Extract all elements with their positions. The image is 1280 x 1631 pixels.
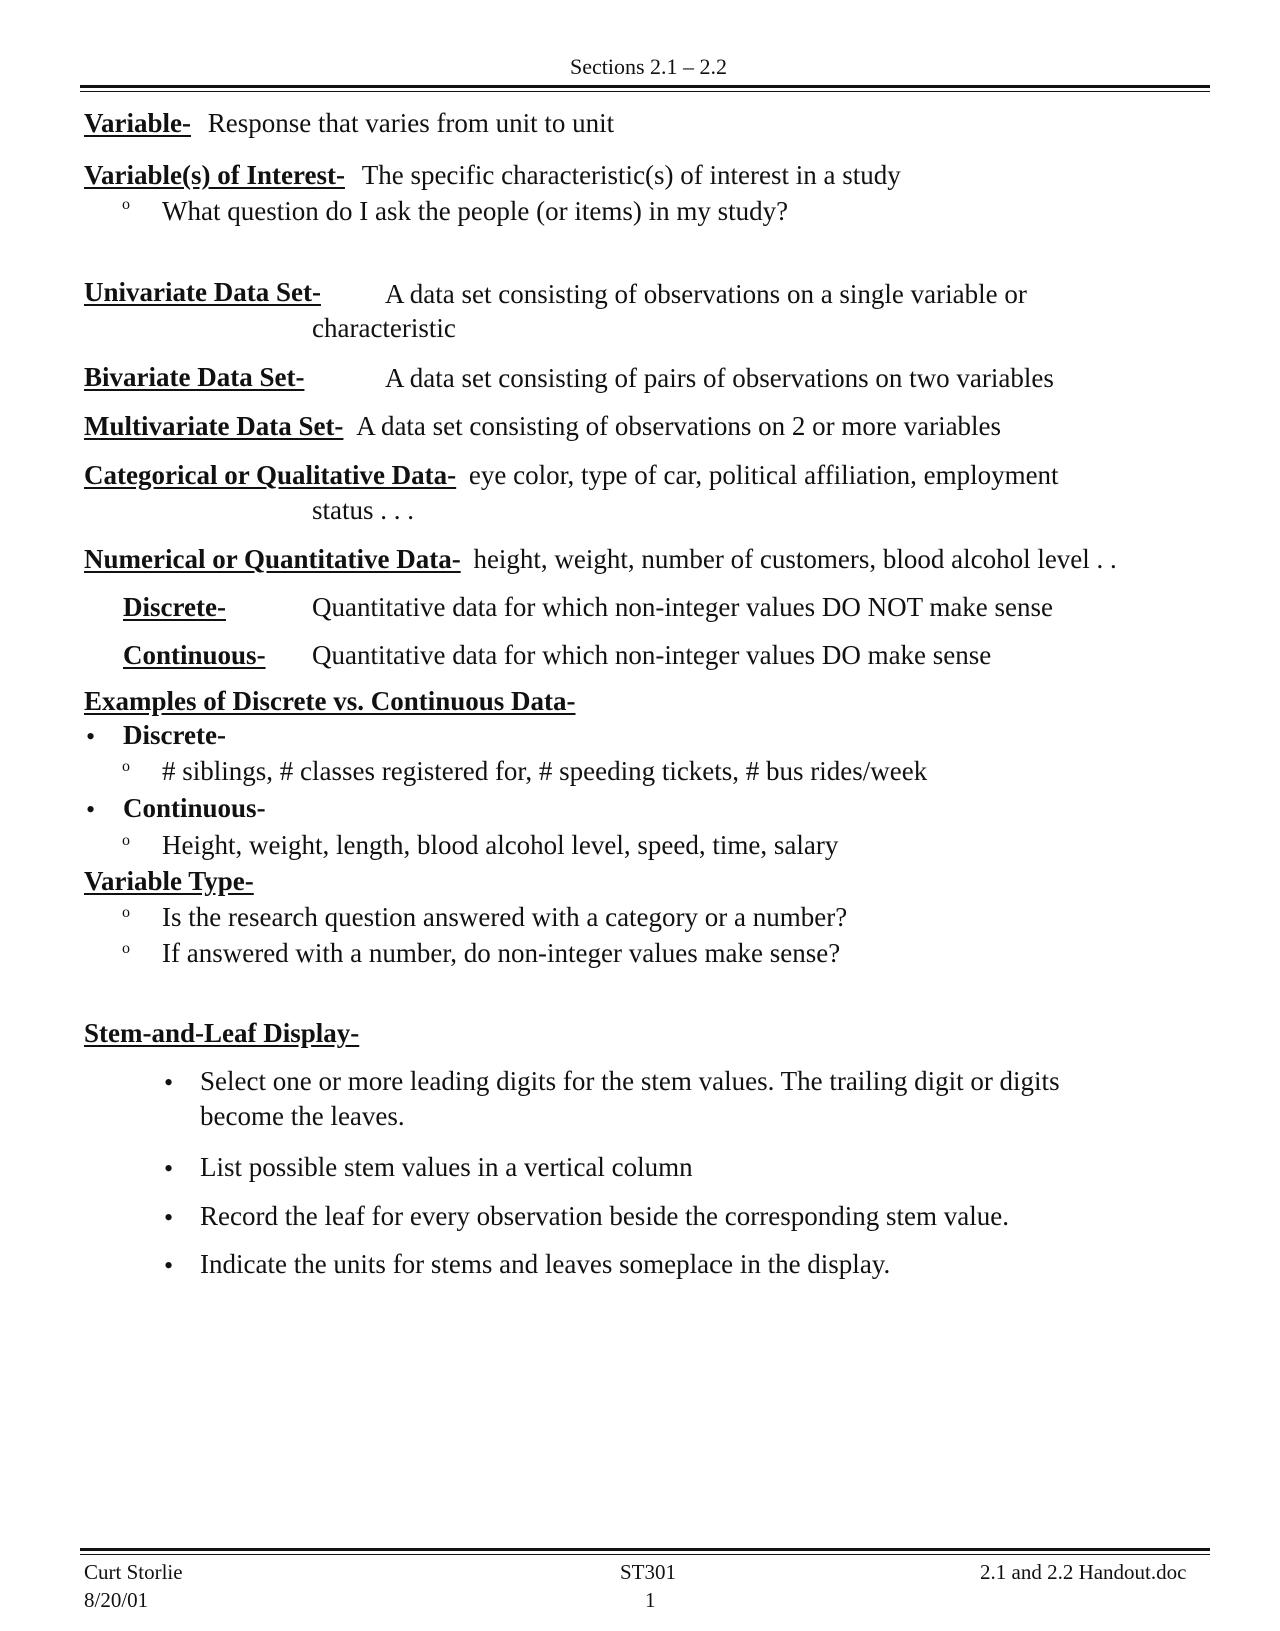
variable-type-point-2: If answered with a number, do non-integer values make sense? bbox=[162, 938, 841, 968]
interest-subpoint: What question do I ask the people (or items) in my study? bbox=[162, 196, 789, 226]
def-variables-of-interest bbox=[84, 160, 901, 191]
def-continuous-text: Quantitative data for which non-integer values DO make sense bbox=[312, 640, 992, 670]
circle-bullet-icon: o bbox=[122, 196, 130, 213]
term-univariate: Univariate Data Set- bbox=[84, 277, 321, 307]
bullet-icon: • bbox=[86, 722, 96, 751]
circle-bullet-icon: o bbox=[122, 940, 130, 957]
bullet-icon: • bbox=[86, 795, 96, 824]
stem-leaf-point-3: Record the leaf for every observation beside the corresponding stem value. bbox=[200, 1201, 1009, 1231]
def-univariate-text-cont: characteristic bbox=[312, 313, 456, 343]
stem-leaf-point-1-cont: become the leaves. bbox=[200, 1101, 405, 1131]
examples-heading: Examples of Discrete vs. Continuous Data- bbox=[84, 686, 576, 716]
term-bivariate: Bivariate Data Set- bbox=[84, 362, 305, 392]
stem-leaf-heading: Stem-and-Leaf Display- bbox=[84, 1018, 360, 1048]
def-univariate-text: A data set consisting of observations on a single variable or bbox=[385, 279, 1027, 309]
stem-leaf-point-4: Indicate the units for stems and leaves someplace in the display. bbox=[200, 1249, 891, 1279]
bullet-icon: • bbox=[164, 1068, 174, 1097]
def-categorical: Categorical or Qualitative Data- eye color, type of car, political affiliation, employment bbox=[84, 460, 1059, 490]
term-definition: Response that varies from unit to unit bbox=[207, 108, 615, 138]
circle-bullet-icon: o bbox=[122, 832, 130, 849]
bullet-icon: • bbox=[164, 1154, 174, 1183]
def-bivariate-text: A data set consisting of pairs of observations on two variables bbox=[385, 363, 1054, 393]
page-header-title: Sections 2.1 – 2.2 bbox=[570, 54, 728, 79]
term-discrete: Discrete- bbox=[123, 592, 226, 622]
variable-type-heading: Variable Type- bbox=[84, 866, 254, 896]
stem-leaf-point-1: Select one or more leading digits for the stem values. The trailing digit or digits bbox=[200, 1066, 1060, 1096]
footer-rule-thin bbox=[80, 1554, 1210, 1555]
examples-continuous-label: Continuous- bbox=[123, 793, 266, 823]
footer-date: 8/20/01 bbox=[84, 1588, 149, 1612]
term-continuous: Continuous- bbox=[123, 640, 266, 670]
footer-page-number: 1 bbox=[645, 1588, 656, 1612]
def-numerical: Numerical or Quantitative Data- height, weight, number of customers, blood alcohol level . . bbox=[84, 544, 1117, 574]
footer-author: Curt Storlie bbox=[84, 1560, 183, 1584]
header-rule-thin bbox=[80, 91, 1210, 92]
term-label: Variable(s) of Interest- bbox=[84, 160, 345, 190]
bullet-icon: • bbox=[164, 1203, 174, 1232]
stem-leaf-point-2: List possible stem values in a vertical column bbox=[200, 1152, 693, 1182]
examples-discrete-text: # siblings, # classes registered for, # speeding tickets, # bus rides/week bbox=[162, 756, 928, 786]
footer-course: ST301 bbox=[620, 1560, 677, 1584]
def-multivariate: Multivariate Data Set- A data set consisting of observations on 2 or more variables bbox=[84, 411, 1002, 441]
term-definition: The specific characteristic(s) of interest in a study bbox=[361, 160, 901, 190]
examples-discrete-label: Discrete- bbox=[123, 720, 226, 750]
circle-bullet-icon: o bbox=[122, 758, 130, 775]
bullet-icon: • bbox=[164, 1251, 174, 1280]
footer-rule bbox=[80, 1548, 1210, 1551]
def-discrete-text: Quantitative data for which non-integer values DO NOT make sense bbox=[312, 592, 1054, 622]
def-categorical-cont: status . . . bbox=[312, 495, 415, 525]
circle-bullet-icon: o bbox=[122, 904, 130, 921]
term-label: Variable- bbox=[84, 108, 191, 138]
header-rule bbox=[80, 85, 1210, 88]
footer-filename: 2.1 and 2.2 Handout.doc bbox=[980, 1560, 1187, 1584]
examples-continuous-text: Height, weight, length, blood alcohol level, speed, time, salary bbox=[162, 830, 839, 860]
def-variable bbox=[84, 108, 614, 139]
variable-type-point-1: Is the research question answered with a category or a number? bbox=[162, 902, 848, 932]
